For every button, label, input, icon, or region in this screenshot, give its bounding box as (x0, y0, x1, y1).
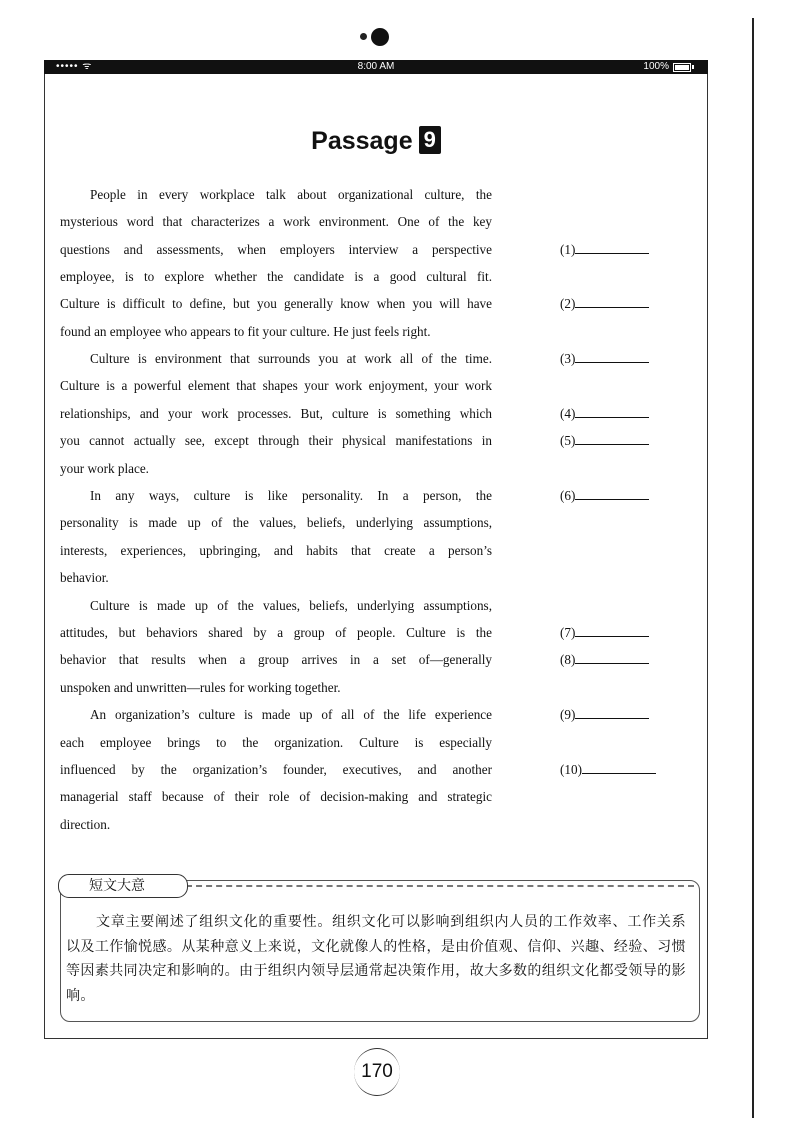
passage-line: mysterious word that characterizes a work environment. One of the key (60, 214, 492, 229)
answer-blank[interactable] (560, 406, 649, 422)
page-border (707, 74, 708, 1039)
blank-line (575, 407, 649, 418)
passage-line: direction. (60, 817, 111, 832)
passage-line: your work place. (60, 461, 149, 476)
passage-line: personality is made up of the values, beliefs, underlying assumptions, (60, 515, 492, 530)
signal-icon: ••••• ᯤ (56, 61, 93, 72)
passage-line: behavior. (60, 570, 109, 585)
blank-line (575, 708, 649, 719)
answer-blank[interactable] (560, 433, 649, 449)
passage-line: influenced by the organization’s founder, executives, and another (60, 762, 492, 777)
blank-line (582, 763, 656, 774)
summary-heading: 短文大意 (58, 874, 188, 898)
passage-line: unspoken and unwritten—rules for working together. (60, 680, 341, 695)
blank-line (575, 297, 649, 308)
passage-line: interests, experiences, upbringing, and habits that create a person’s (60, 543, 492, 558)
blank-line (575, 434, 649, 445)
answer-blank[interactable] (560, 351, 649, 367)
passage-line: questions and assessments, when employers interview a perspective (60, 242, 492, 257)
passage-line: found an employee who appears to fit your culture. He just feels right. (60, 324, 431, 339)
blank-number: (6) (560, 488, 576, 503)
passage-line: Culture is made up of the values, beliefs, underlying assumptions, (90, 598, 492, 613)
blank-number: (4) (560, 406, 576, 421)
passage-line: attitudes, but behaviors shared by a group of people. Culture is the (60, 625, 492, 640)
blank-line (575, 489, 649, 500)
page-margin-rule (752, 18, 754, 1118)
answer-blank[interactable] (560, 242, 649, 258)
blank-number: (1) (560, 242, 576, 257)
battery-status (643, 60, 694, 74)
camera-sensor (360, 33, 367, 40)
passage-line: each employee brings to the organization. Culture is especially (60, 735, 492, 750)
passage-line: An organization’s culture is made up of all of the life experience (90, 707, 492, 722)
battery-icon (673, 63, 691, 72)
blank-number: (5) (560, 433, 576, 448)
passage-line: employee, is to explore whether the candidate is a good cultural fit. (60, 269, 492, 284)
page-title (0, 126, 752, 156)
answer-blank[interactable] (560, 762, 656, 778)
battery-tip-icon (692, 65, 694, 69)
answer-blank[interactable] (560, 652, 649, 668)
blank-number: (2) (560, 296, 576, 311)
passage-line: behavior that results when a group arrives in a set of—generally (60, 652, 492, 667)
passage-line: you cannot actually see, except through their physical manifestations in (60, 433, 492, 448)
summary-divider (186, 885, 694, 887)
page-number: 170 (354, 1048, 400, 1096)
passage-line: Culture is a powerful element that shapes your work enjoyment, your work (60, 378, 492, 393)
camera-lens (371, 28, 389, 46)
summary-text: 文章主要阐述了组织文化的重要性。组织文化可以影响到组织内人员的工作效率、工作关系以及工作愉悦感。从某种意义上来说，文化就像人的性格，是由价值观、信仰、兴趣、经验、习惯等因素共同决定和影响的。由于组织内领导层通常起决策作用，故大多数的组织文化都受领导的影响。 (66, 914, 686, 1004)
blank-number: (10) (560, 762, 582, 777)
answer-blank[interactable] (560, 625, 649, 641)
blank-number: (3) (560, 351, 576, 366)
passage-number-badge: 9 (419, 126, 441, 154)
title-text: Passage (311, 127, 413, 155)
passage-line: In any ways, culture is like personality. In a person, the (90, 488, 492, 503)
status-time: 8:00 AM (357, 61, 395, 72)
passage-line: Culture is environment that surrounds you at work all of the time. (90, 351, 492, 366)
passage-line: managerial staff because of their role of decision-making and strategic (60, 789, 492, 804)
blank-line (575, 243, 649, 254)
passage-line: People in every workplace talk about organizational culture, the (90, 187, 492, 202)
answer-blank[interactable] (560, 707, 649, 723)
answer-blank[interactable] (560, 296, 649, 312)
blank-line (575, 653, 649, 664)
blank-number: (9) (560, 707, 576, 722)
page-border (44, 1038, 708, 1039)
passage-line: Culture is difficult to define, but you generally know when you will have (60, 296, 492, 311)
status-bar (44, 60, 708, 74)
blank-line (575, 626, 649, 637)
blank-number: (7) (560, 625, 576, 640)
battery-percent: 100% (643, 61, 669, 72)
device-camera (360, 28, 390, 46)
page-border (44, 74, 45, 1039)
passage-line: relationships, and your work processes. But, culture is something which (60, 406, 492, 421)
answer-blank[interactable] (560, 488, 649, 504)
blank-number: (8) (560, 652, 576, 667)
blank-line (575, 352, 649, 363)
